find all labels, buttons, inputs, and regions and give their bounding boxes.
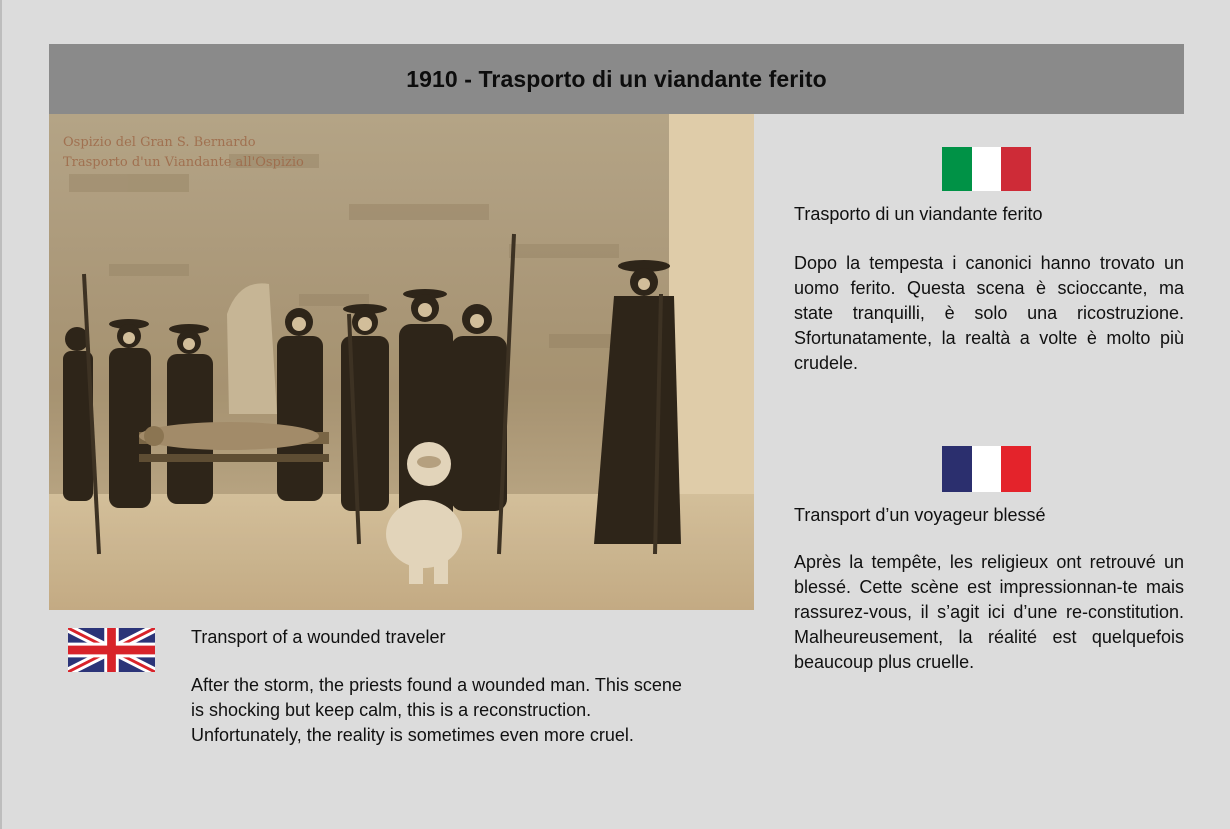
italian-title: Trasporto di un viandante ferito [794, 204, 1043, 224]
english-section [191, 625, 691, 650]
photo-caption-line1: Ospizio del Gran S. Bernardo [63, 135, 256, 150]
uk-flag-icon [68, 628, 155, 672]
france-flag-icon [942, 446, 1031, 492]
french-body: Après la tempête, les religieux ont retrouvé un blessé. Cette scène est impressionnan-te mais rassurez-vous, il s’agit ici d’une re-constitution. Malheureusement, la réalité est quelquefois beaucoup plus cruelle. [794, 552, 1184, 672]
french-text [794, 550, 1184, 675]
page-title: 1910 - Trasporto di un viandante ferito [406, 65, 827, 92]
italian-section [794, 202, 1184, 227]
italy-flag-icon [942, 147, 1031, 191]
photo-caption-line2: Trasporto d'un Viandante all'Ospizio [63, 155, 304, 170]
photo-illustration [49, 114, 754, 610]
french-title: Transport d’un voyageur blessé [794, 505, 1046, 525]
page-edge [0, 0, 2, 829]
english-body: After the storm, the priests found a wounded man. This scene is shocking but keep calm, this is a reconstruction. Unfortunately, the reality is sometimes even more cruel. [191, 675, 682, 745]
historic-photo [49, 114, 754, 610]
title-bar [49, 44, 1184, 114]
italian-text [794, 251, 1184, 376]
english-title: Transport of a wounded traveler [191, 627, 446, 647]
english-text [191, 673, 691, 748]
french-section [794, 503, 1184, 528]
italian-body: Dopo la tempesta i canonici hanno trovato un uomo ferito. Questa scena è scioccante, ma state tranquilli, è solo una ricostruzione. Sfortunatamente, la realtà a volte è molto più crudele. [794, 253, 1184, 373]
